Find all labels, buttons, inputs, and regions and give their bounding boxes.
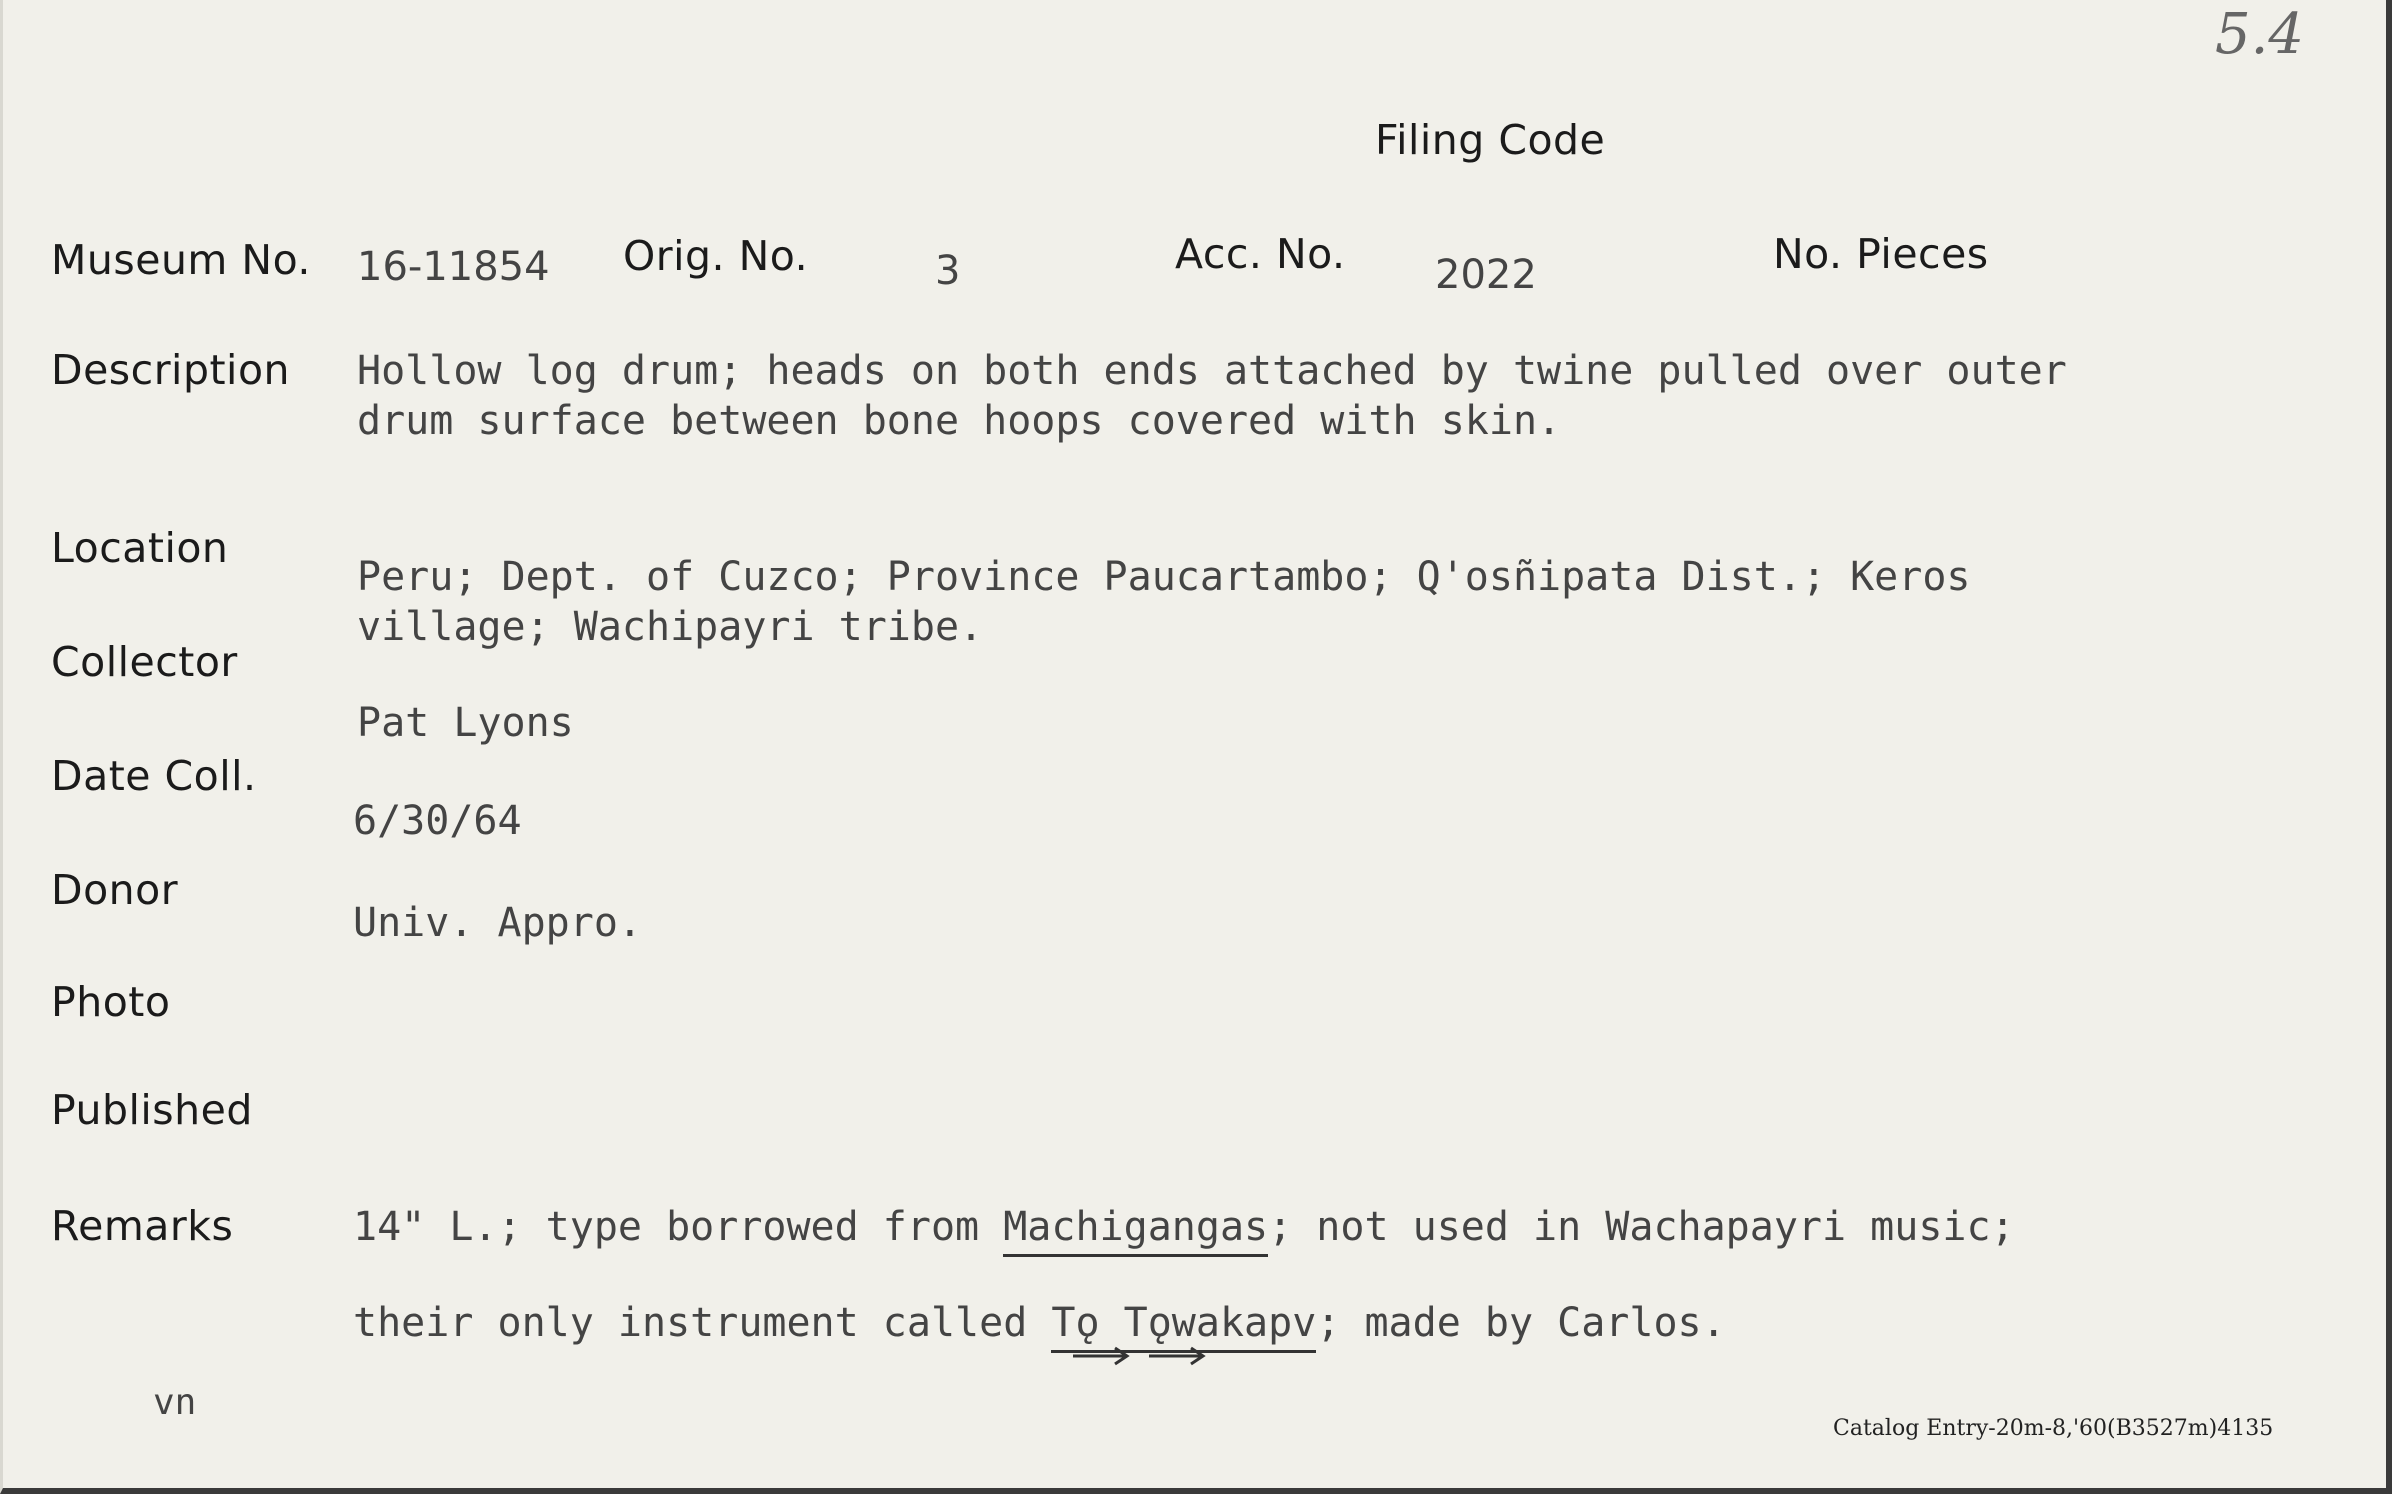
orig-no-label: Orig. No. (623, 232, 809, 280)
museum-no-label: Museum No. (51, 236, 311, 284)
collector-value: Pat Lyons (357, 700, 574, 746)
remarks-line-2-start: their only instrument called (353, 1300, 1052, 1346)
no-pieces-label: No. Pieces (1773, 230, 1989, 278)
collector-label: Collector (51, 638, 238, 686)
remarks-line-1-end: ; not used in Wachapayri music; (1268, 1204, 2015, 1250)
remarks-underlined-instrument-name: Tǫ Tǫwakapv (1051, 1300, 1316, 1353)
remarks-line-1-start: 14" L.; type borrowed from (353, 1204, 1004, 1250)
donor-label: Donor (51, 866, 179, 914)
date-coll-label: Date Coll. (51, 752, 257, 800)
location-line-1: Peru; Dept. of Cuzco; Province Paucartambo; Q'osñipata Dist.; Keros (357, 554, 1971, 600)
acc-no-label: Acc. No. (1175, 230, 1346, 278)
photo-label: Photo (51, 978, 171, 1026)
published-label: Published (51, 1086, 253, 1134)
remarks-line-2-end: ; made by Carlos. (1316, 1300, 1726, 1346)
description-line-1: Hollow log drum; heads on both ends attached by twine pulled over outer (357, 348, 2067, 394)
museum-no-value: 16-11854 (357, 244, 550, 290)
description-label: Description (51, 346, 291, 394)
donor-value: Univ. Appro. (353, 900, 642, 946)
remarks-line-2 (353, 1298, 1726, 1348)
filing-code-label: Filing Code (1375, 116, 1606, 164)
clerk-initials: vn (153, 1382, 197, 1423)
location-line-2: village; Wachipayri tribe. (357, 604, 984, 650)
remarks-label: Remarks (51, 1202, 234, 1250)
description-line-2: drum surface between bone hoops covered with skin. (357, 398, 1562, 444)
corner-handwritten-note: 5.4 (2215, 2, 2305, 67)
remarks-line-1 (353, 1202, 2015, 1252)
handwritten-arrow-marks-icon (1069, 1340, 1209, 1370)
remarks-underlined-machigangas: Machigangas (1003, 1204, 1268, 1257)
location-label: Location (51, 524, 229, 572)
orig-no-value: 3 (935, 248, 961, 294)
acc-no-value: 2022 (1435, 252, 1537, 298)
date-coll-value: 6/30/64 (353, 798, 522, 844)
catalog-entry-footer: Catalog Entry-20m-8,'60(B3527m)4135 (1833, 1416, 2274, 1441)
